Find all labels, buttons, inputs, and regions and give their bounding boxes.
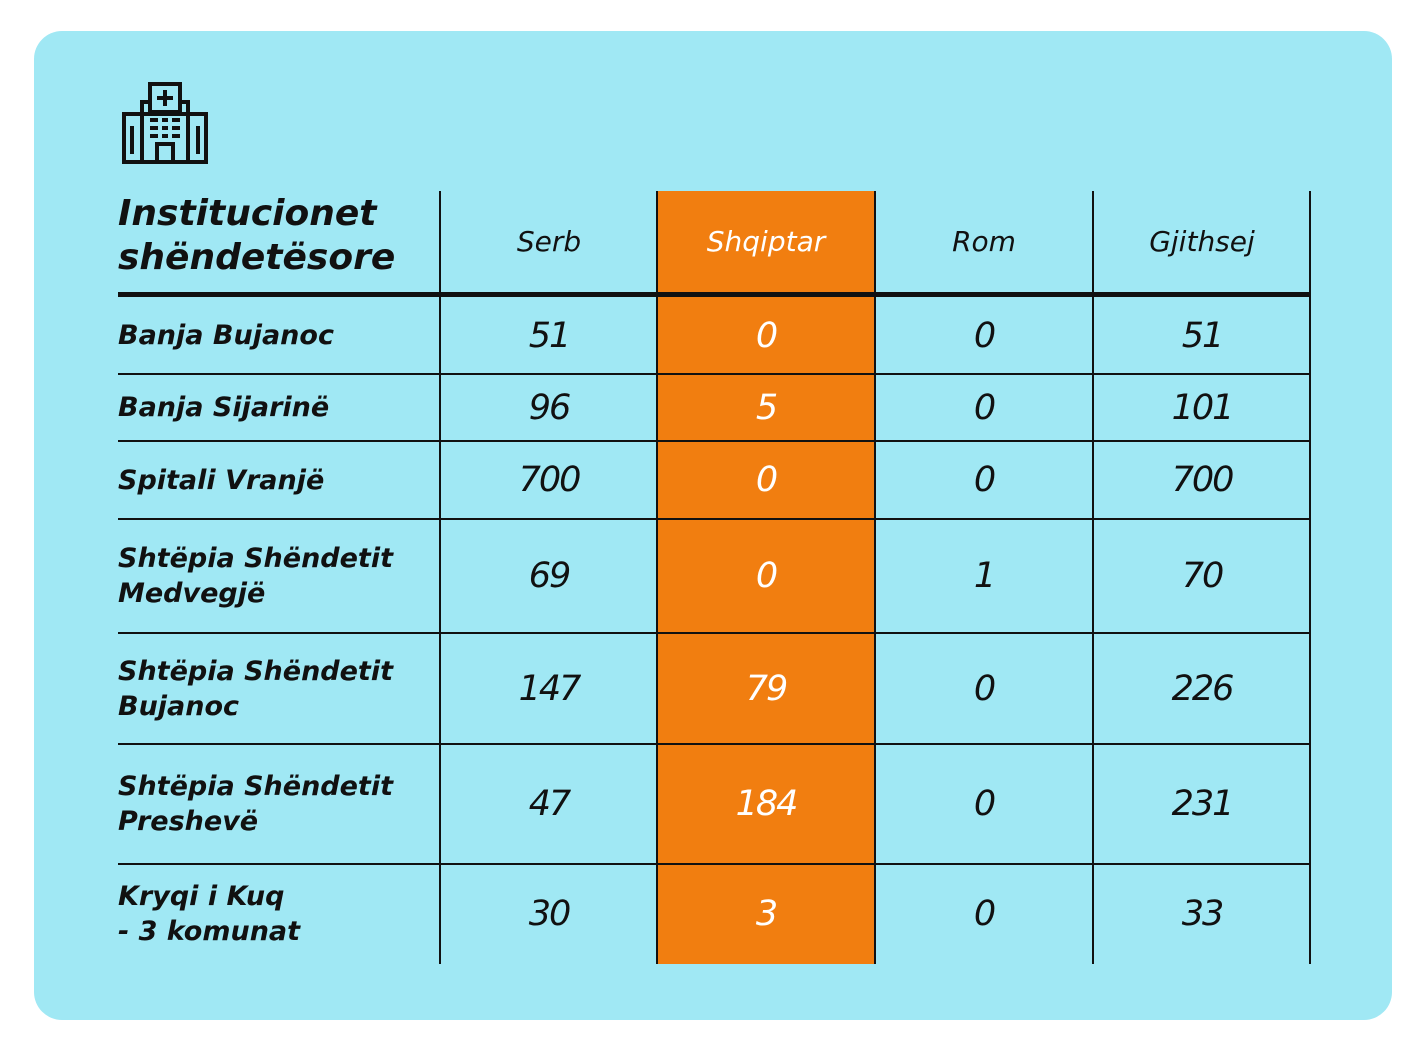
row-label: Shtëpia Shëndetit Preshevë	[118, 771, 393, 837]
table-cell-shqiptar: 0	[755, 315, 777, 356]
table-cell-serb: 147	[518, 668, 580, 709]
row-label: Kryqi i Kuq - 3 komunat	[118, 881, 301, 947]
row-label: Spitali Vranjë	[118, 464, 325, 496]
row-label: Shtëpia Shëndetit Medvegjë	[118, 543, 393, 609]
table-cell-gjithsej: 700	[1171, 460, 1233, 500]
table-cell-shqiptar: 0	[755, 556, 777, 596]
table-cell-shqiptar: 5	[755, 387, 777, 428]
table-cell-shqiptar: 0	[755, 460, 777, 500]
table-cell-serb: 96	[528, 387, 570, 428]
table-cell-shqiptar: 184	[735, 784, 797, 824]
table-cell-rom: 0	[973, 668, 995, 709]
table-cell-gjithsej: 51	[1181, 315, 1223, 356]
row-label: Banja Bujanoc	[118, 320, 334, 351]
table-cell-rom: 0	[973, 315, 995, 356]
table-cell-serb: 30	[528, 894, 570, 934]
table-cell-rom: 0	[973, 387, 995, 428]
table-cell-shqiptar: 3	[755, 894, 777, 934]
table-cell-rom: 0	[973, 894, 995, 934]
table-cell-serb: 700	[518, 460, 580, 500]
table-cell-serb: 47	[528, 784, 570, 824]
table-cell-rom: 0	[973, 784, 995, 824]
table-cell-serb: 69	[528, 556, 570, 596]
column-header-serb: Serb	[516, 225, 582, 258]
column-header-gjithsej: Gjithsej	[1149, 225, 1255, 258]
table-cell-gjithsej: 33	[1181, 894, 1223, 934]
table-cell-serb: 51	[528, 315, 570, 356]
table-cell-gjithsej: 70	[1181, 556, 1223, 596]
table-cell-gjithsej: 101	[1171, 387, 1233, 428]
column-header-shqiptar: Shqiptar	[706, 225, 826, 258]
row-label: Banja Sijarinë	[118, 392, 330, 423]
row-label: Shtëpia Shëndetit Bujanoc	[118, 655, 393, 722]
table-cell-gjithsej: 226	[1171, 668, 1233, 709]
column-header-rom: Rom	[952, 225, 1016, 258]
table-cell-rom: 1	[973, 556, 995, 596]
table-cell-shqiptar: 79	[745, 668, 787, 709]
table-title: Institucionet shëndetësore	[118, 193, 396, 278]
table-cell-rom: 0	[973, 460, 995, 500]
table-cell-gjithsej: 231	[1171, 784, 1233, 824]
